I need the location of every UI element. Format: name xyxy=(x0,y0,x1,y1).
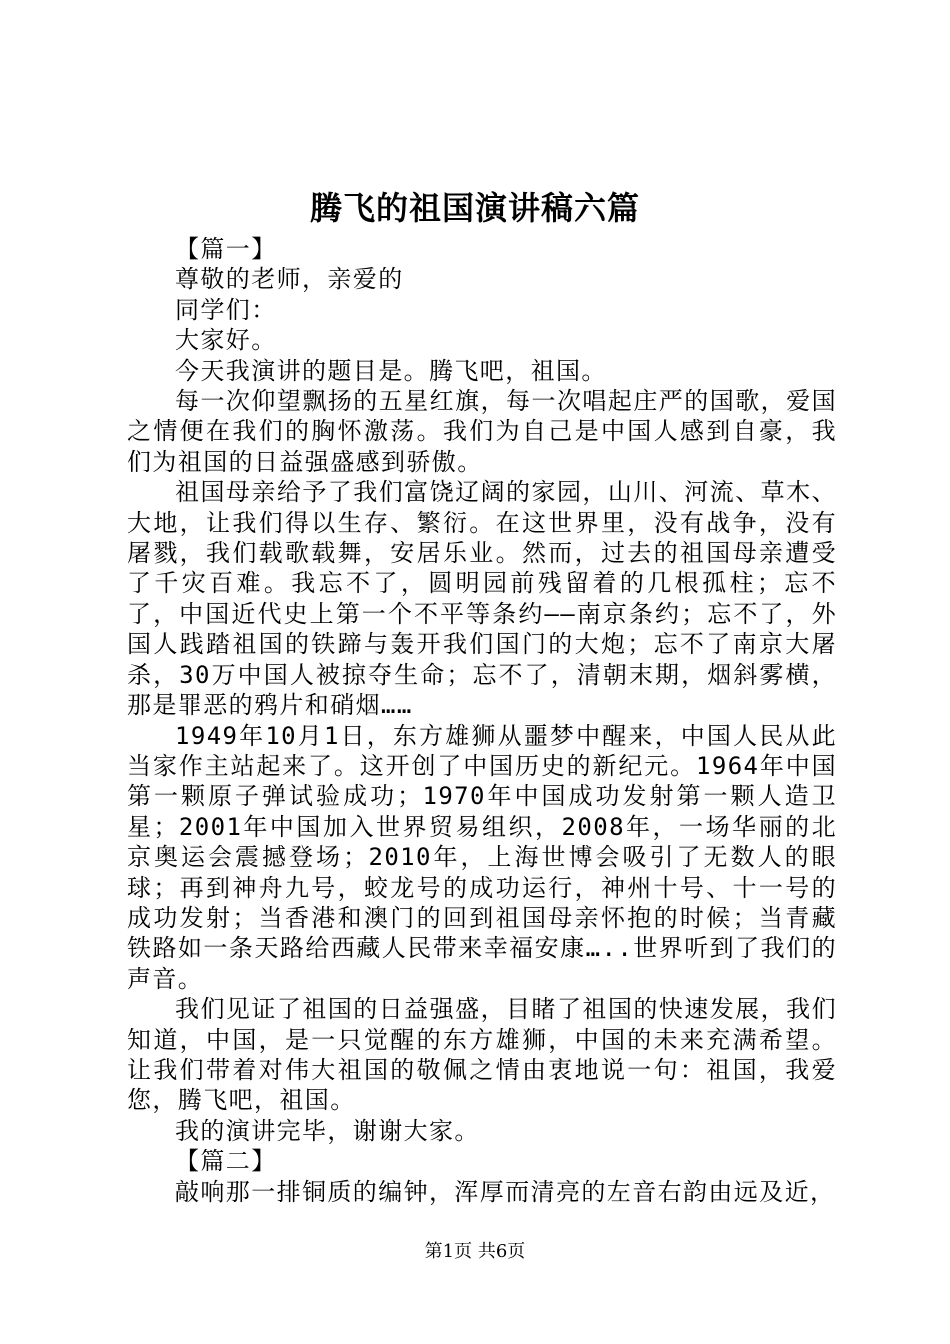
paragraph: 祖国母亲给予了我们富饶辽阔的家园，山川、河流、草木、大地，让我们得以生存、繁衍。在这世界里，没有战争，没有屠戮，我们载歌载舞，安居乐业。然而，过去的祖国母亲遭受了千灾百难。我忘不了，圆明园前残留着的几根孤柱；忘不了，中国近代史上第一个不平等条约——南京条约；忘不了，外国人践踏祖国的铁蹄与轰开我们国门的大炮；忘不了南京大屠杀，30万中国人被掠夺生命；忘不了，清朝末期，烟斜雾横，那是罪恶的鸦片和硝烟…… xyxy=(127,478,837,720)
paragraph: 尊敬的老师，亲爱的 xyxy=(175,265,404,294)
paragraph: 我的演讲完毕，谢谢大家。 xyxy=(175,1116,480,1145)
paragraph: 今天我演讲的题目是。腾飞吧，祖国。 xyxy=(175,356,607,385)
paragraph: 1949年10月1日，东方雄狮从噩梦中醒来，中国人民从此当家作主站起来了。这开创了中国历史的新纪元。1964年中国第一颗原子弹试验成功；1970年中国成功发射第一颗人造卫星；2001年中国加入世界贸易组织，2008年，一场华丽的北京奥运会震撼登场；2010年，上海世博会吸引了无数人的眼球；再到神舟九号，蛟龙号的成功运行，神州十号、十一号的成功发射；当香港和澳门的回到祖国母亲怀抱的时候；当青藏铁路如一条天路给西藏人民带来幸福安康…..世界听到了我们的声音。 xyxy=(127,721,837,993)
paragraph: 大家好。 xyxy=(175,326,277,355)
paragraph: 同学们： xyxy=(175,295,277,324)
paragraph: 我们见证了祖国的日益强盛，目睹了祖国的快速发展，我们知道，中国，是一只觉醒的东方雄狮，中国的未来充满希望。让我们带着对伟大祖国的敬佩之情由衷地说一句：祖国，我爱您，腾飞吧，祖国。 xyxy=(127,995,837,1115)
paragraph: 每一次仰望飘扬的五星红旗，每一次唱起庄严的国歌，爱国之情便在我们的胸怀激荡。我们为自己是中国人感到自豪，我们为祖国的日益强盛感到骄傲。 xyxy=(127,387,837,476)
paragraph: 敲响那一排铜质的编钟，浑厚而清亮的左音右韵由远及近， xyxy=(175,1177,836,1206)
section-heading: 【篇二】 xyxy=(175,1147,277,1176)
page-footer: 第1页 共6页 xyxy=(424,1241,526,1262)
document-body xyxy=(127,234,837,1207)
document-title: 腾飞的祖国演讲稿六篇 xyxy=(309,189,640,227)
section-heading: 【篇一】 xyxy=(175,235,277,263)
